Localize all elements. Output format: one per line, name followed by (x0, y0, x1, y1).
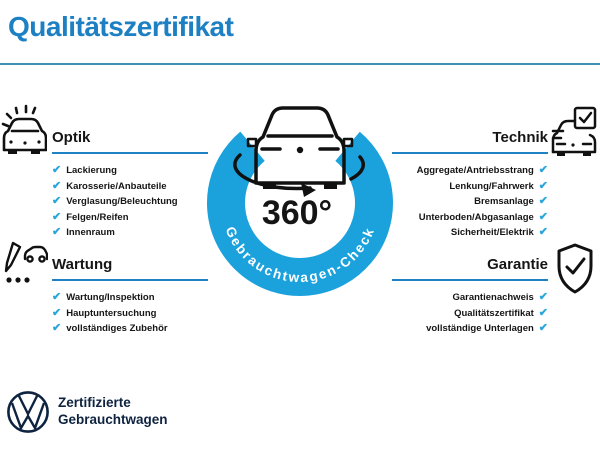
list-item (52, 179, 208, 195)
check-icon: ✔ (538, 291, 548, 303)
section-underline (52, 152, 208, 154)
list-item (392, 225, 548, 241)
section-underline (392, 152, 548, 154)
check-icon: ✔ (52, 306, 62, 319)
checklist-car-icon (2, 240, 48, 294)
check-icon: ✔ (538, 226, 548, 238)
list-item (52, 210, 208, 226)
list-item (392, 306, 548, 322)
shield-checkmark-icon (567, 259, 584, 273)
list-item (392, 210, 548, 226)
optik-item-list (52, 163, 208, 241)
vw-logo-icon (6, 390, 50, 434)
sparkling-car-icon (1, 104, 47, 158)
shield-check-icon (554, 242, 596, 298)
list-item (52, 290, 208, 306)
section-technik (392, 130, 548, 241)
item-label: Hauptuntersuchung (66, 307, 157, 319)
check-icon: ✔ (538, 322, 548, 334)
section-garantie (392, 257, 548, 337)
ring-label: Gebrauchtwagen-Check (222, 224, 378, 286)
list-item (52, 225, 208, 241)
list-item (392, 321, 548, 337)
item-label: Verglasung/Beleuchtung (66, 196, 178, 207)
check-icon: ✔ (538, 164, 548, 176)
title-divider (0, 63, 600, 65)
section-title-optik: Optik (52, 129, 91, 146)
section-title-technik: Technik (492, 129, 548, 146)
car-checkbox-icon (551, 104, 597, 158)
check-icon: ✔ (52, 226, 62, 238)
check-icon: ✔ (52, 195, 62, 207)
page-title: Qualitätszertifikat (8, 11, 234, 42)
check-icon: ✔ (538, 195, 548, 207)
list-item (392, 290, 548, 306)
list-item (392, 194, 548, 210)
brand-wordmark (58, 394, 168, 428)
item-label: Felgen/Reifen (66, 211, 129, 223)
brand-line-1: Zertifizierte (58, 395, 131, 410)
item-label: Lackierung (66, 165, 117, 176)
item-label: vollständige Unterlagen (426, 323, 534, 334)
garantie-item-list (392, 290, 548, 337)
section-title-wartung: Wartung (52, 256, 113, 273)
list-item (52, 194, 208, 210)
item-label: Garantienachweis (452, 292, 534, 303)
check-icon: ✔ (52, 210, 62, 223)
degree-label: 360° (261, 194, 333, 232)
section-wartung (52, 257, 208, 337)
item-label: Qualitätszertifikat (454, 307, 534, 319)
section-optik (52, 130, 208, 241)
section-title-garantie: Garantie (487, 256, 548, 273)
check-icon: ✔ (538, 179, 548, 192)
check-icon: ✔ (52, 164, 62, 176)
list-item (52, 321, 208, 337)
check-icon: ✔ (52, 291, 62, 303)
section-underline (392, 279, 548, 281)
check-icon: ✔ (538, 210, 548, 223)
item-label: Innenraum (66, 227, 115, 238)
item-label: Unterboden/Abgasanlage (418, 211, 534, 223)
item-label: Bremsanlage (474, 196, 534, 207)
technik-item-list (392, 163, 548, 241)
check-icon: ✔ (538, 306, 548, 319)
list-item (52, 163, 208, 179)
item-label: Lenkung/Fahrwerk (449, 180, 534, 192)
item-label: vollständiges Zubehör (66, 323, 168, 334)
item-label: Karosserie/Anbauteile (66, 180, 167, 192)
item-label: Sicherheit/Elektrik (450, 227, 534, 238)
check-icon: ✔ (52, 179, 62, 192)
item-label: Aggregate/Antriebsstrang (416, 165, 534, 176)
list-item (392, 179, 548, 195)
item-label: Wartung/Inspektion (66, 292, 155, 303)
brand-line-2: Gebrauchtwagen (58, 412, 168, 427)
list-item (392, 163, 548, 179)
wartung-item-list (52, 290, 208, 337)
check-icon: ✔ (52, 322, 62, 334)
list-item (52, 306, 208, 322)
360-check-ring (200, 95, 400, 305)
section-underline (52, 279, 208, 281)
